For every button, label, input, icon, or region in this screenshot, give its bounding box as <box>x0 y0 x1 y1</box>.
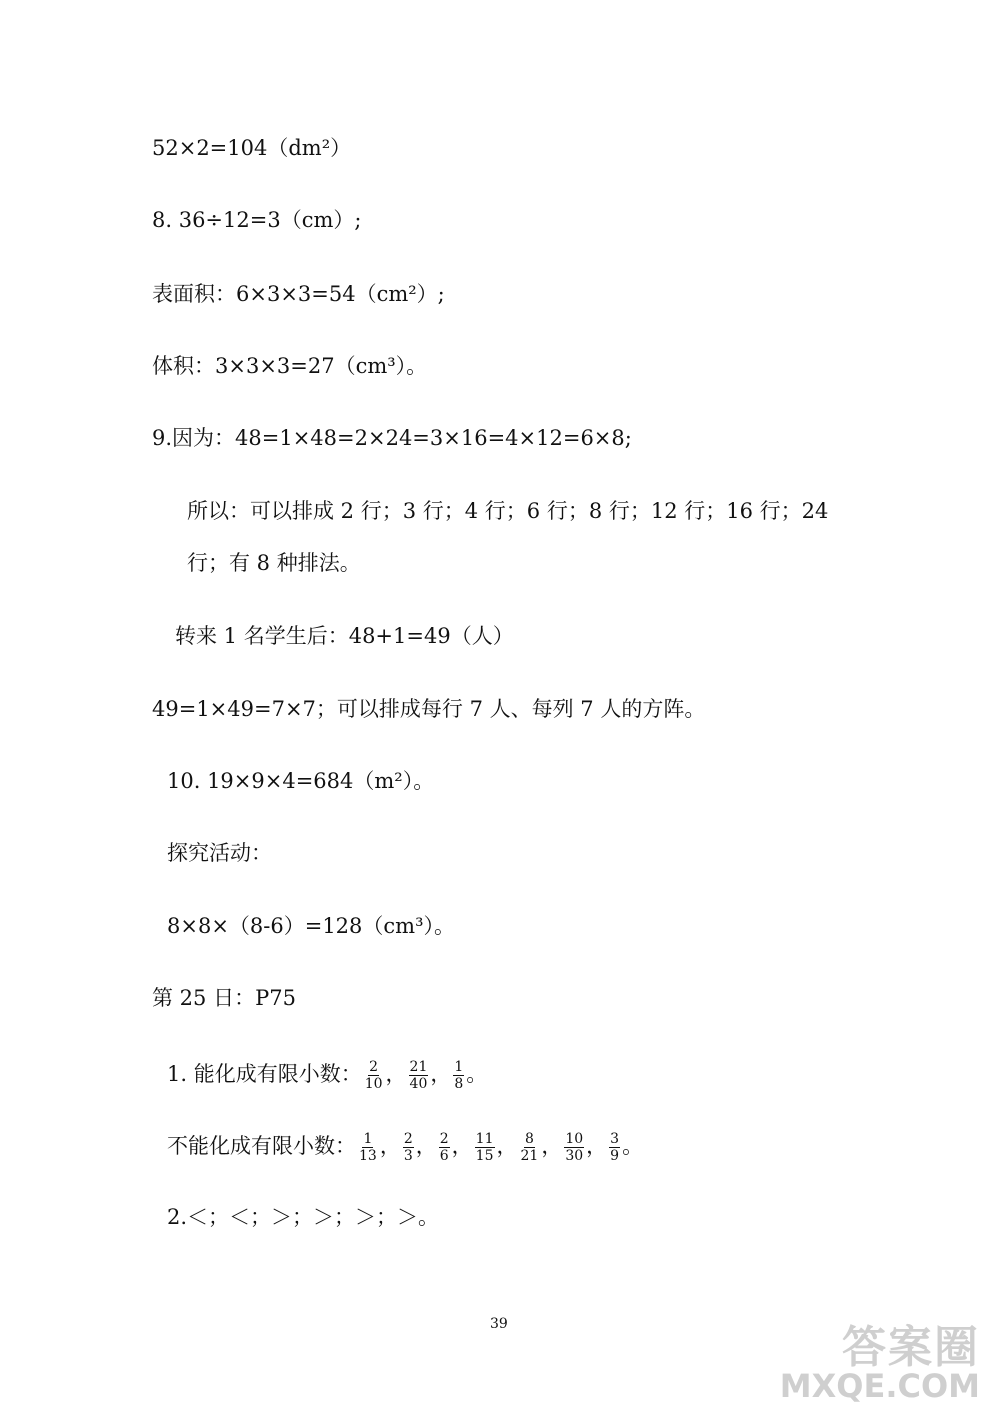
fraction-separator: ， <box>385 1062 407 1086</box>
fraction-separator: ， <box>586 1134 608 1158</box>
fraction <box>439 1131 450 1164</box>
line-q10: 10. 19×9×4=684（m²）。 <box>167 769 435 793</box>
fraction-separator: ， <box>379 1134 401 1158</box>
q1-label: 1. 能化成有限小数： <box>167 1062 362 1086</box>
q1b-end: 。 <box>622 1134 644 1158</box>
fraction-denominator: 6 <box>439 1148 449 1164</box>
watermark-top: 答案圈 <box>842 1322 980 1373</box>
fraction-denominator: 21 <box>520 1148 539 1164</box>
fraction-denominator: 15 <box>475 1148 494 1164</box>
q1-end: 。 <box>466 1062 488 1086</box>
fraction <box>564 1131 584 1164</box>
fraction <box>403 1131 414 1164</box>
fraction-numerator: 2 <box>369 1059 379 1075</box>
watermark-bottom: MXQE.COM <box>779 1367 980 1405</box>
fraction-numerator: 2 <box>403 1131 413 1147</box>
fraction-denominator: 3 <box>403 1148 413 1164</box>
line-square-array: 49=1×49=7×7；可以排成每行 7 人、每列 7 人的方阵。 <box>152 697 706 721</box>
watermark <box>779 1322 980 1405</box>
fraction-separator: ， <box>451 1134 473 1158</box>
line-volume: 体积：3×3×3=27（cm³）。 <box>152 354 428 378</box>
fraction-denominator: 8 <box>454 1076 464 1092</box>
line-day25-heading: 第 25 日：P75 <box>152 986 296 1010</box>
fraction-denominator: 30 <box>565 1148 584 1164</box>
fraction-separator: ， <box>415 1134 437 1158</box>
fraction <box>364 1059 384 1092</box>
fraction-numerator: 2 <box>439 1131 449 1147</box>
fraction <box>609 1131 620 1164</box>
fraction-denominator: 40 <box>409 1076 428 1092</box>
fraction <box>475 1131 495 1164</box>
fraction-denominator: 9 <box>610 1148 620 1164</box>
line-new-student: 转来 1 名学生后：48+1=49（人） <box>175 624 514 648</box>
fraction <box>358 1131 378 1164</box>
fraction <box>409 1059 429 1092</box>
fraction-numerator: 21 <box>409 1059 428 1075</box>
fraction-separator: ， <box>430 1062 452 1086</box>
q1b-label: 不能化成有限小数： <box>167 1134 356 1158</box>
line-q8-edge: 8. 36÷12=3（cm）; <box>152 208 362 232</box>
line-area-result: 52×2=104（dm²） <box>152 136 352 160</box>
fraction-denominator: 10 <box>364 1076 383 1092</box>
line-q9-so: 所以：可以排成 2 行；3 行；4 行；6 行；8 行；12 行；16 行；24 <box>187 499 829 523</box>
fraction-numerator: 1 <box>454 1059 464 1075</box>
line-surface-area: 表面积：6×3×3=54（cm²）; <box>152 282 445 306</box>
line-q9-because: 9.因为：48=1×48=2×24=3×16=4×12=6×8; <box>152 426 632 450</box>
line-explore-heading: 探究活动： <box>167 841 272 865</box>
q1b-fraction-list <box>356 1131 622 1164</box>
fraction-numerator: 3 <box>610 1131 620 1147</box>
fraction-separator: ， <box>541 1134 563 1158</box>
fraction <box>453 1059 464 1092</box>
fraction-denominator: 13 <box>359 1148 377 1164</box>
fraction-numerator: 10 <box>565 1131 584 1147</box>
line-q1-finite <box>167 1054 487 1094</box>
page-number: 39 <box>490 1316 508 1332</box>
q1-fraction-list <box>362 1059 467 1092</box>
fraction-separator: ， <box>496 1134 518 1158</box>
fraction-numerator: 8 <box>524 1131 534 1147</box>
fraction-numerator: 1 <box>363 1131 373 1147</box>
line-q9-so-cont: 行；有 8 种排法。 <box>187 551 361 575</box>
fraction-numerator: 11 <box>475 1131 494 1147</box>
line-q2: 2.＜；＜；＞；＞；＞；＞。 <box>167 1205 440 1229</box>
line-q1-nonfinite <box>167 1126 643 1166</box>
line-explore-result: 8×8×（8-6）=128（cm³）。 <box>167 914 456 938</box>
fraction <box>520 1131 540 1164</box>
